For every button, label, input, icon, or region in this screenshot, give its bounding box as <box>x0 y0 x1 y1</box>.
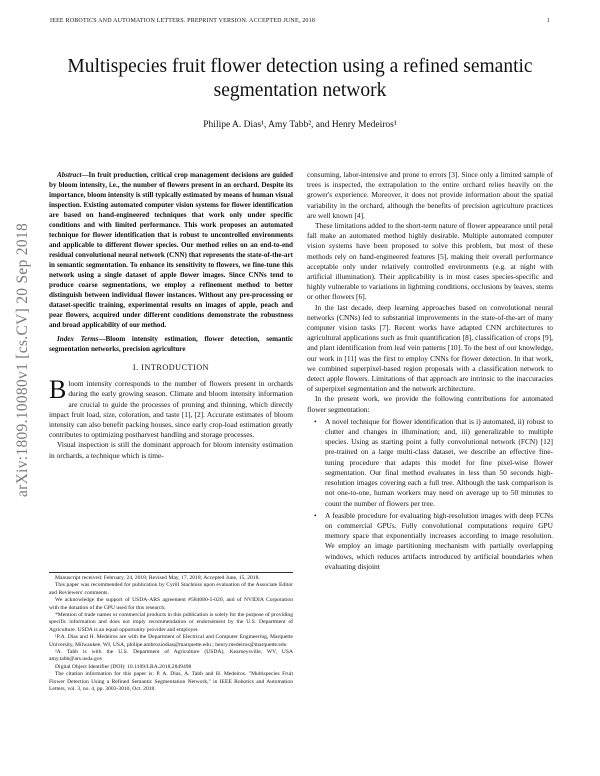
footnotes <box>49 572 293 694</box>
intro-paragraph-2: Visual inspection is still the dominant approach for bloom intensity estimation in orchards, a technique which is time- <box>49 440 293 460</box>
contribution-bullet-2 <box>307 511 553 572</box>
right-paragraph-1: consuming, labor-intensive and prone to errors [3]. Since only a limited sample of trees is inspected, the extrapolation to the entire orchard relies heavily on the grower's experience. Moreover, it does not provide information about the spatial variability in the orchard, although the benefits of precision agriculture practices are well known [4]. <box>307 170 553 220</box>
index-terms <box>49 334 293 354</box>
running-header-text: IEEE ROBOTICS AND AUTOMATION LETTERS. PREPRINT VERSION. ACCEPTED JUNE, 2018 <box>50 18 316 24</box>
abstract-text: —In fruit production, critical crop management decisions are guided by bloom intensity, i.e., the number of flowers present in an orchard. Despite its importance, bloom intensity is still typically estimated by means of human visual inspection. Existing automated computer vision systems for flower identification are based on hand-engineered techniques that work only under specific conditions and with limited performance. This work proposes an automated technique for flower identification that is robust to uncontrolled environments and applicable to different flower species. Our method relies on an end-to-end residual convolutional neural network (CNN) that represents the state-of-the-art in semantic segmentation. To enhance its sensitivity to flowers, we fine-tune this network using a single dataset of apple flower images. Since CNNs tend to produce coarse segmentations, we employ a refinement method to better distinguish between individual flower instances. Without any pre-processing or dataset-specific training, experimental results on images of apple, peach and pear flowers, acquired under different conditions demonstrate the robustness and broad applicability of our method. <box>49 171 293 329</box>
footnote: *Mention of trade names or commercial products in this publication is solely for the purpose of providing specific information and does not imply recommendation or endorsement by the U.S. Department of Agriculture. USDA is an equal opportunity provider and employer. <box>49 612 293 633</box>
footnote: ²A. Tabb is with the U.S. Department of Agriculture (USDA), Kearneysville, WV, USA amy.tabb@ars.usda.gov <box>49 649 293 663</box>
left-column <box>49 170 293 461</box>
footnote: The citation information for this paper is: P. A. Dias, A. Tabb and H. Medeiros. "Multispecies Fruit Flower Detection Using a Refined Semantic Segmentation Network," in IEEE Robotics and Automation Letters, vol. 3, no. 4, pp. 3003-3010, Oct. 2018. <box>49 671 293 693</box>
drop-cap: B <box>49 375 67 405</box>
footnote: This paper was recommended for publication by Cyrill Stachniss upon evaluation of the Associate Editor and Reviewers' comments. <box>49 582 293 596</box>
contribution-bullet-2-text: A feasible procedure for evaluating high-resolution images with deep FCNs on commercial GPUs. Fully convolutional computations require GPU memory space that exponentially increases according to image resolution. We employ an image partitioning mechanism with partially overlapping windows, which reduces artifacts introduced by artificial boundaries when evaluating disjoint <box>325 510 553 571</box>
contribution-bullet-1 <box>307 417 553 509</box>
abstract <box>49 170 293 330</box>
intro-paragraph-1-text: loom intensity corresponds to the number of flowers present in orchards during the early growing season. Climate and bloom intensity information are crucial to guide the processes of pruning and thinning, which directly impact fruit load, size, coloration, and taste [1], [2]. Accurate estimates of bloom intensity can also benefit packing houses, since early crop-load estimation greatly contributes to optimizing postharvest handling and storage processes. <box>49 379 293 440</box>
index-terms-text: —Bloom intensity estimation, flower detection, semantic segmentation networks, precision agriculture <box>49 335 294 353</box>
right-paragraph-3: In the last decade, deep learning approaches based on convolutional neural networks (CNNs) led to substantial improvements in the state-of-the-art of many computer vision tasks [7]. Recent works have adapted CNN architectures to agricultural applications such as fruit quantification [8], classification of crops [9], and plant identification from leaf vein patterns [10]. To the best of our knowledge, our work in [11] was the first to employ CNNs for flower detection. In that work, we combined superpixel-based region proposals with a classification network to detect apple flowers. Limitations of that approach are intrinsic to the inaccuracies of superpixel segmentation and the network architecture. <box>307 302 553 394</box>
arxiv-stamp <box>3 150 43 570</box>
running-header <box>50 18 550 24</box>
page-number: 1 <box>546 18 550 24</box>
arxiv-stamp-text: arXiv:1809.10080v1 [cs.CV] 20 Sep 2018 <box>14 222 31 498</box>
contribution-bullet-1-text: A novel technique for flower identification that is i) automated, ii) robust to clutter and changes in illumination; and, iii) generalizable to multiple species. Using as starting point a fully convolutional network (FCN) [12] pre-trained on a large multi-class dataset, we describe an effective fine-tuning procedure that adapts this model for fine pixel-wise flower segmentation. Our final method evaluates in less than 50 seconds high-resolution images covering each a full tree. Although the task comparison is not one-to-one, human workers may need on average up to 50 minutes to count the number of flowers per tree. <box>325 416 553 508</box>
footnote: ¹P.A. Dias and H. Medeiros are with the Department of Electrical and Computer Engineering, Marquette University, Milwaukee, WI, USA, philipe.ambroziodias@marquette.edu ; henry.medeiros@marquette.edu <box>49 634 293 648</box>
footnote: Manuscript received: February, 24, 2018; Revised May, 17, 2018; Accepted June, 15, 2018. <box>55 575 260 581</box>
right-column <box>307 170 553 572</box>
author-list: Philipe A. Dias¹, Amy Tabb², and Henry Medeiros¹ <box>203 120 397 130</box>
intro-paragraph-1 <box>49 375 293 440</box>
footnote: Digital Object Identifier (DOI): 10.1109/LRA.2018.2849498 <box>55 663 192 670</box>
right-paragraph-4: In the present work, we provide the following contributions for automated flower segmentation: <box>307 394 553 414</box>
section-heading-introduction: I. INTRODUCTION <box>132 363 210 372</box>
right-paragraph-2: These limitations added to the short-term nature of flower appearance until petal fall make an automated method highly desirable. Multiple automated computer vision systems have been proposed to solve this problem, but most of these methods rely on hand-engineered features [5], making their overall performance acceptable only under relatively controlled environments (e.g. at night with artificial illumination). Their applicability is in most cases species-specific and highly vulnerable to variations in lightning conditions, occlusions by leaves, stems or other flowers [6]. <box>307 221 553 302</box>
footnote: We acknowledge the support of USDA-ARS agreement #584080-5-020, and of NVIDIA Corporation with the donation of the GPU used for this research. <box>49 597 293 611</box>
bullet-marker: • <box>314 510 317 520</box>
paper-title: Multispecies fruit flower detection using a refined semantic segmentation network <box>67 56 533 101</box>
bullet-marker: • <box>314 416 317 426</box>
index-terms-label: Index Terms <box>57 335 99 343</box>
abstract-label: Abstract <box>57 171 82 179</box>
